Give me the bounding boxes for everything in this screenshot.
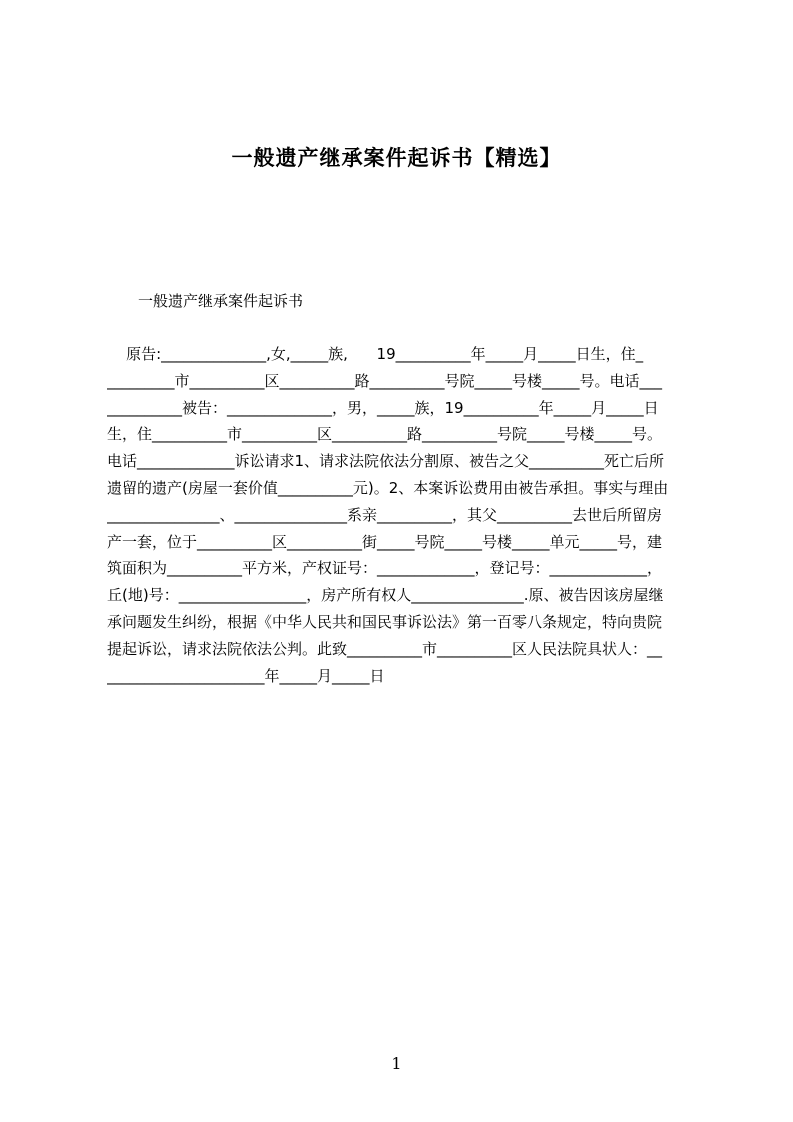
body-line: _____________________年_____月_____日 — [107, 666, 385, 685]
body-line: 承问题发生纠纷，根据《中华人民共和国民事诉讼法》第一百零八条规定，特向贵院 — [107, 612, 663, 631]
body-line: 遗留的遗产(房屋一套价值__________元)。2、本案诉讼费用由被告承担。事实与理由 — [107, 478, 669, 497]
body-line: 电话_____________诉讼请求1、请求法院依法分割原、被告之父__________死亡后所 — [107, 452, 665, 471]
document-body — [107, 343, 697, 691]
body-line: 提起诉讼，请求法院依法公判。此致__________市__________区人民法院具状人：__ — [107, 639, 663, 658]
body-line: _______________、_______________系亲__________，其父__________去世后所留房 — [107, 505, 663, 524]
document-subtitle: 一般遗产继承案件起诉书 — [138, 292, 304, 310]
body-line: 生，住__________市__________区__________路__________号院_____号楼_____号。 — [107, 425, 663, 444]
document-title: 一般遗产继承案件起诉书【精选】 — [231, 146, 562, 170]
body-line: 产一套，位于__________区__________街_____号院_____号楼_____单元_____号，建 — [107, 532, 663, 551]
body-line: 原告:______________,女,_____族, 19__________年_____月_____日生，住_ — [107, 345, 644, 363]
body-line: 筑面积为__________平方米，产权证号：_____________，登记号：_____________， — [107, 559, 663, 578]
page-number: 1 — [391, 1054, 402, 1073]
body-line: 丘(地)号：_________________，房产所有权人_______________.原、被告因该房屋继 — [107, 586, 664, 605]
body-line: __________被告：______________，男，_____族，19__________年_____月_____日 — [107, 398, 659, 417]
body-line: _________市__________区__________路__________号院_____号楼_____号。电话___ — [107, 371, 663, 390]
